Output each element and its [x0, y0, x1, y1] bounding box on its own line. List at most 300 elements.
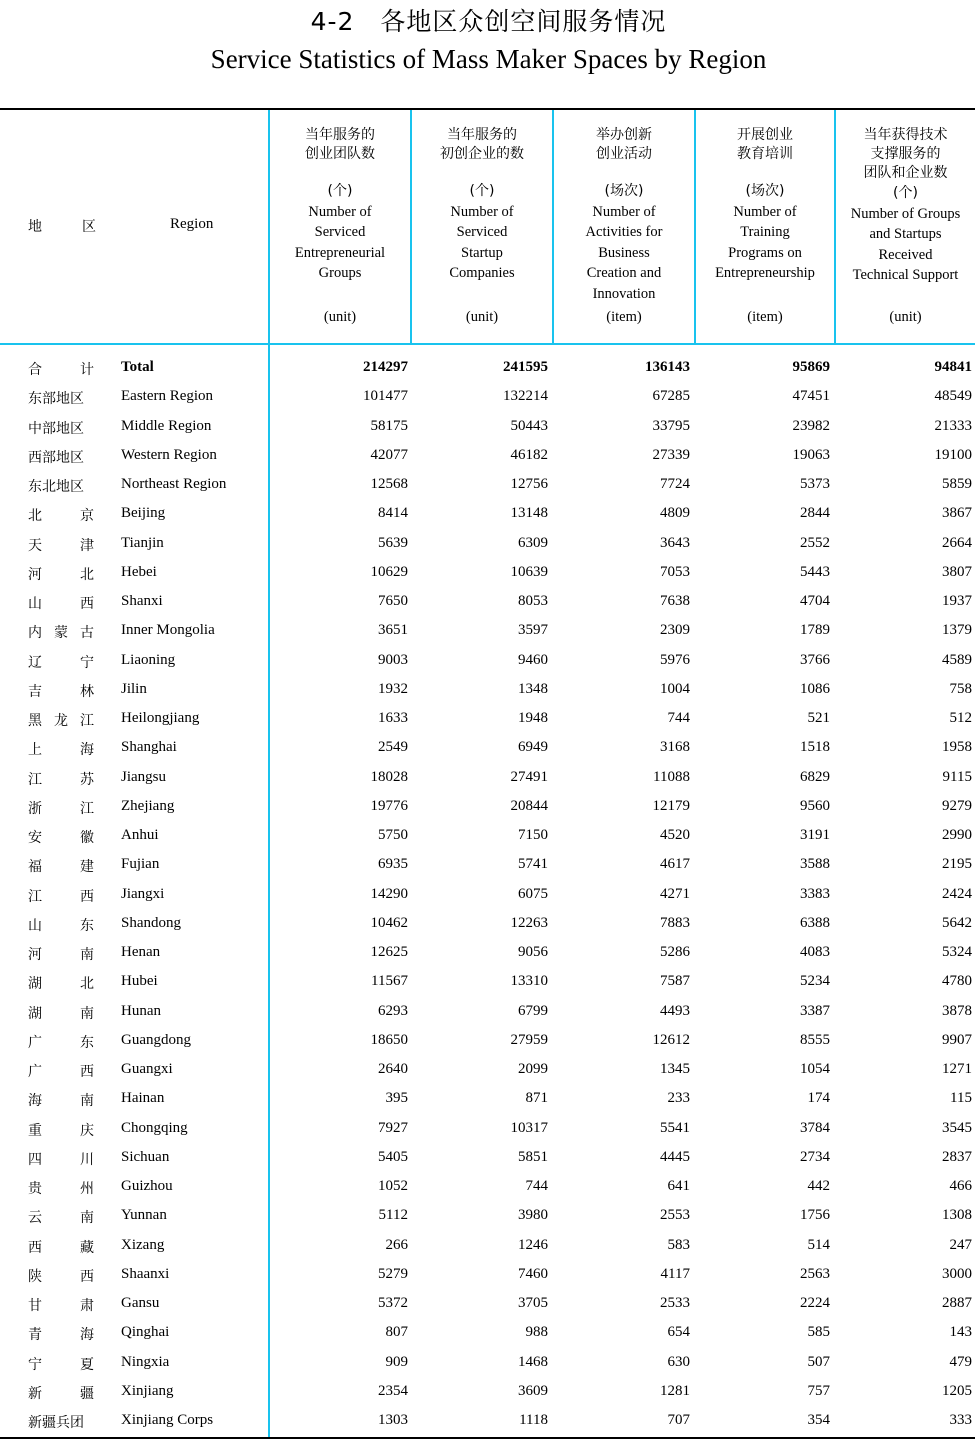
cell-value: 4493: [660, 1002, 690, 1019]
column-header-en: Number of: [592, 203, 656, 220]
region-name-cn: 东北地区: [28, 479, 84, 495]
region-name-en: Heilongjiang: [121, 710, 200, 726]
cell-value: 23982: [792, 417, 830, 434]
cell-value: 521: [807, 710, 830, 726]
column-header-cn: 教育培训: [737, 146, 793, 162]
cell-value: 14290: [370, 885, 408, 902]
cell-value: 5541: [660, 1119, 690, 1136]
region-name-en: Hainan: [121, 1090, 165, 1107]
column-header-unit-cn: (个): [469, 183, 495, 199]
column-header-unit-cn: (场次): [745, 183, 785, 199]
column-header-cn: 当年获得技术: [863, 127, 948, 143]
table-row: [0, 677, 977, 706]
region-name-en: Xinjiang: [121, 1382, 174, 1399]
cell-value: 4704: [800, 593, 830, 609]
column-header-unit-en: (item): [606, 308, 642, 325]
region-name-en: Middle Region: [121, 417, 212, 434]
cell-value: 2533: [660, 1295, 690, 1311]
cell-value: 1345: [660, 1061, 690, 1077]
region-name-en: Shaanxi: [121, 1265, 170, 1282]
cell-value: 27491: [510, 768, 548, 785]
cell-value: 4617: [660, 856, 690, 873]
cell-value: 9056: [518, 944, 548, 960]
cell-value: 58175: [370, 417, 408, 434]
column-header-en: Innovation: [592, 285, 656, 302]
region-name-cn: 辽 宁: [28, 654, 94, 671]
table-row: [0, 940, 977, 969]
region-name-cn: 浙 江: [28, 800, 94, 817]
region-name-cn: 贵 州: [28, 1181, 94, 1197]
region-name-en: Guizhou: [121, 1178, 173, 1194]
column-header-en: Startup: [461, 244, 503, 261]
cell-value: 6075: [518, 885, 548, 902]
cell-value: 115: [950, 1090, 972, 1107]
region-name-cn: 山 西: [28, 596, 94, 612]
cell-value: 21333: [934, 417, 972, 434]
column-header-en: Number of: [450, 203, 514, 220]
table-row: [0, 443, 977, 472]
column-header-en: Creation and: [586, 265, 662, 281]
region-header-cn: 地 区: [28, 219, 96, 235]
region-name-cn: 天 津: [28, 537, 94, 554]
cell-value: 6293: [378, 1002, 408, 1019]
cell-value: 27339: [652, 446, 690, 463]
cell-value: 11088: [653, 768, 690, 785]
region-name-en: Sichuan: [121, 1148, 170, 1165]
cell-value: 744: [525, 1178, 548, 1194]
cell-value: 2552: [800, 534, 830, 551]
cell-value: 6799: [518, 1002, 548, 1019]
cell-value: 19100: [934, 446, 972, 463]
cell-value: 42077: [370, 446, 408, 463]
table-row: [0, 882, 977, 911]
region-name-cn: 新 疆: [28, 1385, 94, 1402]
column-header-en: Number of: [308, 203, 372, 220]
region-name-cn: 甘 肃: [28, 1298, 94, 1314]
cell-value: 12612: [652, 1031, 690, 1048]
column-header-cn: 创业团队数: [305, 146, 375, 162]
table-row: [0, 560, 977, 589]
cell-value: 1086: [800, 680, 830, 697]
table-row: [0, 1379, 977, 1408]
cell-value: 20844: [510, 797, 548, 814]
cell-value: 3766: [800, 651, 830, 668]
cell-value: 2664: [942, 534, 972, 551]
cell-value: 1789: [800, 622, 830, 639]
cell-value: 583: [667, 1236, 690, 1253]
region-name-en: Western Region: [121, 446, 217, 463]
cell-value: 9560: [800, 797, 830, 814]
column-header-cn: 当年服务的: [305, 127, 375, 143]
table-row: [0, 794, 977, 823]
cell-value: 1052: [378, 1178, 408, 1194]
table-row: [0, 1262, 977, 1291]
cell-value: 3597: [518, 622, 548, 639]
column-header-en: Training: [740, 224, 790, 240]
cell-value: 94841: [934, 359, 972, 375]
cell-value: 909: [385, 1353, 408, 1370]
cell-value: 1246: [518, 1236, 548, 1253]
region-name-cn: 福 建: [28, 859, 94, 876]
region-name-en: Xinjiang Corps: [121, 1412, 214, 1428]
region-name-en: Xizang: [121, 1236, 165, 1253]
region-name-cn: 中部地区: [28, 420, 84, 437]
cell-value: 47451: [792, 388, 830, 405]
cell-value: 27959: [510, 1031, 548, 1048]
region-name-cn: 内 蒙 古: [28, 625, 94, 642]
cell-value: 1958: [942, 739, 972, 756]
region-name-cn: 河 南: [28, 947, 94, 963]
column-header-en: Received: [878, 246, 933, 263]
table-title-cn: 4-2 各地区众创空间服务情况: [310, 7, 667, 36]
region-name-cn: 广 东: [28, 1034, 94, 1051]
column-header-unit-en: (unit): [323, 308, 357, 325]
column-header: [696, 110, 834, 343]
table-row: [0, 1028, 977, 1057]
column-header-cn: 开展创业: [737, 127, 793, 143]
cell-value: 4117: [660, 1265, 690, 1282]
cell-value: 3000: [942, 1265, 972, 1282]
cell-value: 1118: [519, 1412, 548, 1428]
cell-value: 1308: [942, 1207, 972, 1224]
column-header-en: Entrepreneurship: [715, 265, 815, 281]
cell-value: 3545: [942, 1119, 972, 1136]
region-name-en: Hubei: [121, 973, 158, 990]
table-row: [0, 1233, 977, 1262]
cell-value: 2837: [942, 1148, 972, 1165]
cell-value: 10462: [370, 914, 408, 931]
cell-value: 9460: [518, 651, 548, 668]
cell-value: 3588: [800, 856, 830, 873]
cell-value: 5112: [378, 1207, 408, 1224]
region-name-en: Inner Mongolia: [121, 622, 215, 639]
cell-value: 9115: [942, 768, 972, 785]
region-name-cn: 青 海: [28, 1327, 94, 1344]
cell-value: 654: [667, 1324, 690, 1341]
column-header-cn: 团队和企业数: [863, 165, 948, 181]
region-name-en: Shandong: [121, 914, 181, 931]
cell-value: 2224: [800, 1295, 830, 1311]
table-row: [0, 1057, 977, 1086]
cell-value: 5750: [378, 827, 408, 843]
table-row: [0, 706, 977, 735]
cell-value: 2549: [378, 739, 408, 756]
table-row: [0, 1291, 977, 1320]
table-title-en: Service Statistics of Mass Maker Spaces by Region: [210, 44, 767, 74]
cell-value: 5372: [378, 1295, 408, 1311]
region-name-en: Henan: [121, 944, 161, 960]
region-name-en: Hebei: [121, 563, 157, 580]
column-header-en: Serviced: [314, 224, 366, 240]
cell-value: 1948: [518, 710, 548, 726]
cell-value: 6949: [518, 739, 548, 756]
cell-value: 2354: [378, 1382, 408, 1399]
cell-value: 871: [525, 1090, 548, 1107]
table-row: [0, 618, 977, 647]
region-name-en: Guangxi: [121, 1061, 173, 1077]
cell-value: 758: [949, 680, 972, 697]
table-row: [0, 1086, 977, 1115]
cell-value: 136143: [645, 359, 690, 375]
cell-value: 8053: [518, 593, 548, 609]
cell-value: 514: [807, 1236, 830, 1253]
region-name-cn: 云 南: [28, 1210, 94, 1227]
table-row: [0, 765, 977, 794]
cell-value: 2424: [942, 885, 972, 902]
column-header-en: Entrepreneurial: [294, 244, 386, 261]
column-header-en: and Startups: [869, 226, 942, 242]
cell-value: 18028: [370, 768, 408, 785]
cell-value: 5443: [800, 563, 830, 580]
cell-value: 5859: [942, 476, 972, 492]
cell-value: 354: [807, 1412, 830, 1428]
cell-value: 4445: [660, 1148, 690, 1165]
cell-value: 12625: [370, 944, 408, 960]
table-row: [0, 1408, 977, 1437]
cell-value: 95869: [792, 359, 830, 375]
region-name-en: Shanxi: [121, 593, 163, 609]
cell-value: 3643: [660, 534, 690, 551]
column-header-en: Number of: [733, 203, 797, 220]
region-name-cn: 河 北: [28, 566, 94, 583]
column-header-en: Technical Support: [852, 267, 959, 283]
cell-value: 466: [949, 1178, 972, 1194]
region-name-en: Qinghai: [121, 1324, 170, 1341]
cell-value: 2990: [942, 827, 972, 843]
region-name-cn: 合 计: [28, 362, 94, 378]
region-name-en: Anhui: [121, 827, 159, 843]
cell-value: 3387: [800, 1002, 830, 1019]
cell-value: 12756: [510, 476, 548, 492]
table-row: [0, 472, 977, 501]
region-name-cn: 海 南: [28, 1093, 94, 1110]
cell-value: 7927: [378, 1119, 408, 1136]
region-name-cn: 广 西: [28, 1064, 94, 1080]
column-header-cn: 当年服务的: [447, 127, 517, 143]
column-header-en: Programs on: [728, 244, 802, 261]
region-name-en: Jiangsu: [121, 768, 166, 785]
column-header-unit-en: (item): [747, 308, 783, 325]
region-name-cn: 江 西: [28, 888, 94, 905]
cell-value: 5741: [518, 856, 548, 873]
cell-value: 11567: [371, 973, 408, 990]
cell-value: 50443: [510, 417, 548, 434]
region-name-cn: 湖 北: [28, 976, 94, 993]
cell-value: 512: [949, 710, 972, 726]
cell-value: 3168: [660, 739, 690, 756]
cell-value: 1348: [518, 680, 548, 697]
region-name-cn: 北 京: [28, 508, 94, 525]
cell-value: 5642: [942, 914, 972, 931]
cell-value: 395: [385, 1090, 408, 1107]
table-row: [0, 999, 977, 1028]
cell-value: 707: [667, 1412, 690, 1428]
cell-value: 1518: [800, 739, 830, 756]
region-name-en: Guangdong: [121, 1031, 191, 1048]
cell-value: 174: [807, 1090, 830, 1107]
table-row: [0, 911, 977, 940]
cell-value: 333: [949, 1412, 972, 1428]
cell-value: 5324: [942, 944, 972, 960]
cell-value: 2195: [942, 856, 972, 873]
cell-value: 9003: [378, 651, 408, 668]
cell-value: 2553: [660, 1207, 690, 1224]
cell-value: 10629: [370, 563, 408, 580]
region-name-en: Fujian: [121, 856, 160, 873]
table-row: [0, 1350, 977, 1379]
cell-value: 12568: [370, 476, 408, 492]
region-name-en: Zhejiang: [121, 797, 175, 814]
cell-value: 1004: [660, 680, 690, 697]
table-row: [0, 384, 977, 413]
region-name-cn: 四 川: [28, 1151, 94, 1168]
table-row: [0, 852, 977, 881]
table-row: [0, 501, 977, 530]
column-header-en: Serviced: [456, 224, 508, 240]
column-header-unit-cn: (场次): [604, 183, 644, 199]
cell-value: 3609: [518, 1382, 548, 1399]
cell-value: 19063: [792, 446, 830, 463]
column-header-en: Companies: [449, 265, 515, 281]
cell-value: 3980: [518, 1207, 548, 1224]
column-header-cn: 举办创新: [596, 127, 652, 143]
cell-value: 4083: [800, 944, 830, 960]
cell-value: 2309: [660, 622, 690, 639]
table-row: [0, 823, 977, 852]
cell-value: 2887: [942, 1295, 972, 1311]
cell-value: 807: [385, 1324, 408, 1341]
column-header-en: Activities for: [585, 224, 663, 240]
cell-value: 988: [525, 1324, 548, 1341]
table-row: [0, 531, 977, 560]
region-name-en: Total: [121, 359, 154, 375]
cell-value: 7460: [518, 1265, 548, 1282]
cell-value: 67285: [652, 388, 690, 405]
bottom-rule: [0, 1437, 975, 1439]
cell-value: 3878: [942, 1002, 972, 1019]
cell-value: 4520: [660, 827, 690, 843]
cell-value: 1054: [800, 1061, 830, 1077]
column-header-en: Business: [598, 244, 650, 261]
cell-value: 10639: [510, 563, 548, 580]
cell-value: 479: [949, 1353, 972, 1370]
region-name-en: Shanghai: [121, 739, 177, 756]
cell-value: 757: [807, 1382, 830, 1399]
region-name-en: Hunan: [121, 1002, 161, 1019]
cell-value: 7587: [660, 973, 690, 990]
cell-value: 3191: [800, 827, 830, 843]
table-row: [0, 735, 977, 764]
cell-value: 2734: [800, 1148, 830, 1165]
region-name-en: Northeast Region: [121, 476, 227, 492]
region-name-cn: 江 苏: [28, 771, 94, 788]
cell-value: 19776: [370, 797, 408, 814]
region-name-cn: 山 东: [28, 917, 94, 934]
cell-value: 4809: [660, 505, 690, 522]
cell-value: 3383: [800, 885, 830, 902]
region-name-cn: 新疆兵团: [28, 1415, 84, 1431]
cell-value: 1303: [378, 1412, 408, 1428]
region-name-en: Eastern Region: [121, 388, 214, 405]
cell-value: 241595: [503, 359, 548, 375]
cell-value: 641: [667, 1178, 690, 1194]
region-name-cn: 陕 西: [28, 1268, 94, 1285]
cell-value: 7724: [660, 476, 690, 492]
table-row: [0, 648, 977, 677]
cell-value: 585: [807, 1324, 830, 1341]
cell-value: 7638: [660, 593, 690, 609]
cell-value: 1205: [942, 1382, 972, 1399]
cell-value: 7650: [378, 593, 408, 609]
cell-value: 2099: [518, 1061, 548, 1077]
cell-value: 507: [807, 1353, 830, 1370]
cell-value: 1756: [800, 1207, 830, 1224]
column-header-unit-cn: (个): [893, 185, 918, 201]
region-name-cn: 西部地区: [28, 449, 84, 466]
column-header-en: Groups: [318, 265, 362, 281]
table-row: [0, 1174, 977, 1203]
column-header: [554, 110, 694, 343]
table-row: [0, 1116, 977, 1145]
region-name-en: Chongqing: [121, 1119, 188, 1136]
cell-value: 5976: [660, 651, 690, 668]
cell-value: 4589: [942, 651, 972, 668]
table-row: [0, 1203, 977, 1232]
cell-value: 12179: [652, 797, 690, 814]
cell-value: 3784: [800, 1119, 830, 1136]
column-header-cn: 初创企业的数: [440, 146, 524, 162]
column-header-unit-en: (unit): [465, 308, 499, 325]
cell-value: 214297: [363, 359, 408, 375]
table-row: [0, 414, 977, 443]
cell-value: 33795: [652, 417, 690, 434]
cell-value: 442: [807, 1178, 830, 1194]
cell-value: 4271: [660, 885, 690, 902]
cell-value: 46182: [510, 446, 548, 463]
cell-value: 1281: [660, 1382, 690, 1399]
cell-value: 266: [385, 1236, 408, 1253]
cell-value: 3867: [942, 505, 972, 522]
table-row: [0, 1320, 977, 1349]
cell-value: 18650: [370, 1031, 408, 1048]
cell-value: 6309: [518, 534, 548, 551]
cell-value: 1271: [942, 1061, 972, 1077]
cell-value: 9907: [942, 1031, 972, 1048]
cell-value: 5286: [660, 944, 690, 960]
region-name-cn: 黑 龙 江: [28, 713, 94, 729]
cell-value: 2563: [800, 1265, 830, 1282]
cell-value: 101477: [363, 388, 408, 405]
cell-value: 8414: [378, 505, 408, 522]
cell-value: 3651: [378, 622, 408, 639]
cell-value: 10317: [510, 1119, 548, 1136]
column-header: [836, 110, 975, 343]
cell-value: 13148: [510, 505, 548, 522]
region-name-en: Jilin: [121, 680, 147, 697]
column-header-cn: 创业活动: [596, 146, 652, 162]
region-name-cn: 安 徽: [28, 830, 94, 846]
region-name-en: Ningxia: [121, 1353, 170, 1370]
column-header: [412, 110, 552, 343]
column-header-unit-cn: (个): [327, 183, 353, 199]
region-name-en: Liaoning: [121, 651, 176, 668]
header-rule: [0, 343, 975, 345]
region-name-cn: 上 海: [28, 742, 94, 759]
region-name-cn: 宁 夏: [28, 1356, 94, 1373]
column-header-en: Number of Groups: [850, 205, 961, 222]
cell-value: 1937: [942, 593, 972, 609]
cell-value: 7150: [518, 827, 548, 843]
